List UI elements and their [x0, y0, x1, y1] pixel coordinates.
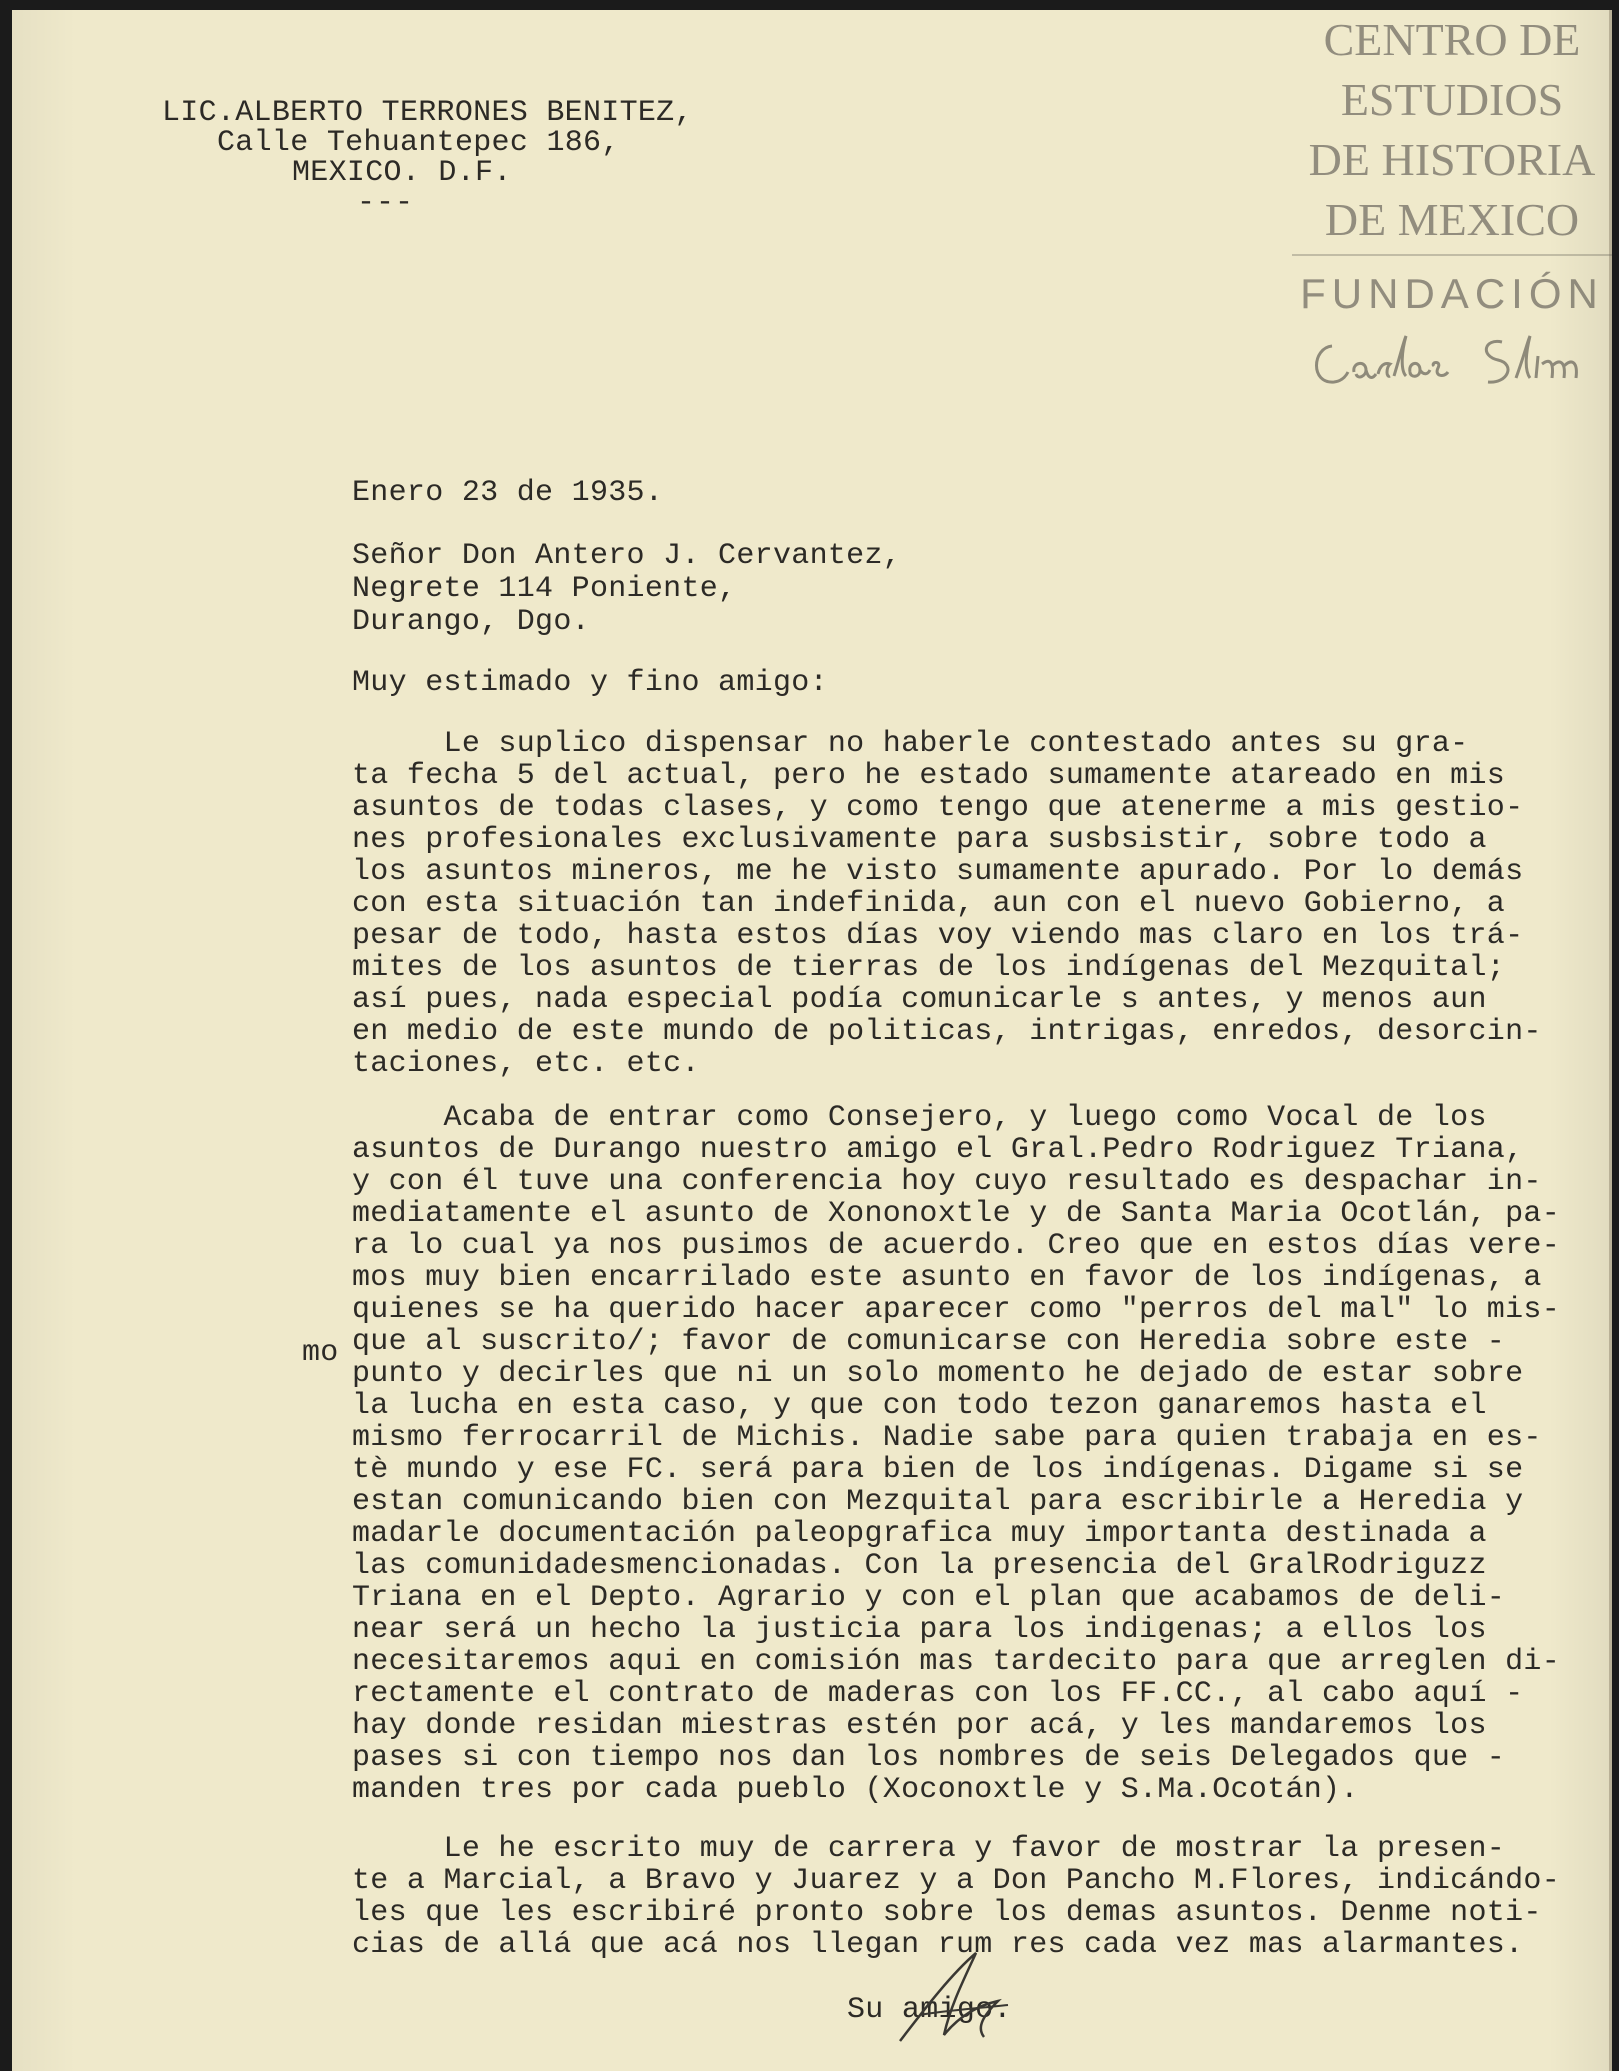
- paragraph-line: rectamente el contrato de maderas con los FF.CC., al cabo aquí -: [352, 1677, 1524, 1711]
- archive-watermark: [1292, 10, 1612, 401]
- paragraph-line: Le suplico dispensar no haberle contestado antes su gra-: [352, 727, 1469, 761]
- margin-note: mo: [302, 1336, 339, 1370]
- paragraph-line: que al suscrito/; favor de comunicarse con Heredia sobre este -: [352, 1325, 1506, 1359]
- recipient-city: Durango, Dgo.: [352, 605, 590, 639]
- handwritten-signature: [880, 1945, 1040, 2060]
- paragraph-line: madarle documentación paleopgrafica muy importanta destinada a: [352, 1517, 1487, 1551]
- paragraph-line: Acaba de entrar como Consejero, y luego como Vocal de los: [352, 1101, 1487, 1135]
- paragraph-line: mediatamente el asunto de Xononoxtle y de Santa Maria Ocotlán, pa-: [352, 1197, 1560, 1231]
- paragraph-line: y con él tuve una conferencia hoy cuyo resultado es despachar in-: [352, 1165, 1542, 1199]
- letter-date: Enero 23 de 1935.: [352, 476, 664, 510]
- watermark-line-4: DE MEXICO: [1324, 194, 1580, 245]
- paragraph-line: les que les escribiré pronto sobre los demas asuntos. Denme noti-: [352, 1896, 1542, 1930]
- paragraph-line: hay donde residan miestras estén por acá, y les mandaremos los: [352, 1709, 1487, 1743]
- paragraph-line: cias de allá que acá nos llegan rum res cada vez mas alarmantes.: [352, 1928, 1524, 1962]
- paragraph-line: Triana en el Depto. Agrario y con el plan que acabamos de deli-: [352, 1581, 1506, 1615]
- letter-page: [12, 10, 1612, 2071]
- sender-city: MEXICO. D.F.: [292, 156, 512, 190]
- paragraph-line: nes profesionales exclusivamente para susbsistir, sobre todo a: [352, 823, 1487, 857]
- paragraph-1: [352, 728, 1542, 1080]
- sender-block: [162, 98, 693, 218]
- paragraph-line: las comunidadesmencionadas. Con la presencia del GralRodriguzz: [352, 1549, 1487, 1583]
- paragraph-line: tè mundo y ese FC. será para bien de los indígenas. Digame si se: [352, 1453, 1524, 1487]
- sender-divider: ---: [357, 186, 415, 220]
- paragraph-line: punto y decirles que ni un solo momento he dejado de estar sobre: [352, 1357, 1524, 1391]
- paragraph-line: con esta situación tan indefinida, aun con el nuevo Gobierno, a: [352, 887, 1506, 921]
- paragraph-line: necesitaremos aqui en comisión mas tardecito para que arreglen di-: [352, 1645, 1560, 1679]
- paragraph-line: en medio de este mundo de politicas, intrigas, enredos, desorcin-: [352, 1015, 1542, 1049]
- recipient-street: Negrete 114 Poniente,: [352, 572, 737, 606]
- paragraph-line: ra lo cual ya nos pusimos de acuerdo. Creo que en estos días vere-: [352, 1229, 1560, 1263]
- sender-name: LIC.ALBERTO TERRONES BENITEZ,: [162, 96, 693, 130]
- paragraph-2: [352, 1102, 1560, 1806]
- closing: Su amigo.: [847, 1993, 1012, 2027]
- paragraph-line: taciones, etc. etc.: [352, 1047, 700, 1081]
- recipient-block: [352, 540, 901, 639]
- paragraph-line: así pues, nada especial podía comunicarle s antes, y menos aun: [352, 983, 1487, 1017]
- paragraph-line: manden tres por cada pueblo (Xoconoxtle y S.Ma.Ocotán).: [352, 1773, 1359, 1807]
- salutation: Muy estimado y fino amigo:: [352, 666, 828, 700]
- paragraph-line: los asuntos mineros, me he visto sumamente apurado. Por lo demás: [352, 855, 1524, 889]
- sender-street: Calle Tehuantepec 186,: [217, 126, 620, 160]
- paragraph-line: la lucha en esta caso, y que con todo tezon ganaremos hasta el: [352, 1389, 1487, 1423]
- watermark-line-1: CENTRO DE: [1323, 14, 1581, 65]
- paragraph-line: mites de los asuntos de tierras de los indígenas del Mezquital;: [352, 951, 1506, 985]
- paragraph-line: estan comunicando bien con Mezquital para escribirle a Heredia y: [352, 1485, 1524, 1519]
- recipient-name: Señor Don Antero J. Cervantez,: [352, 539, 902, 573]
- paragraph-3: [352, 1833, 1560, 1961]
- paragraph-line: asuntos de Durango nuestro amigo el Gral.Pedro Rodriguez Triana,: [352, 1133, 1524, 1167]
- watermark-rule: [1292, 254, 1612, 256]
- paragraph-line: pases si con tiempo nos dan los nombres de seis Delegados que -: [352, 1741, 1506, 1775]
- paragraph-line: quienes se ha querido hacer aparecer como "perros del mal" lo mis-: [352, 1293, 1560, 1327]
- watermark-line-3: DE HISTORIA: [1308, 134, 1596, 185]
- paragraph-line: near será un hecho la justicia para los indigenas; a ellos los: [352, 1613, 1487, 1647]
- watermark-signature-logo: [1292, 326, 1612, 401]
- paragraph-line: asuntos de todas clases, y como tengo que atenerme a mis gestio-: [352, 791, 1524, 825]
- paragraph-line: mos muy bien encarrilado este asunto en favor de los indígenas, a: [352, 1261, 1542, 1295]
- paragraph-line: pesar de todo, hasta estos días voy viendo mas claro en los trá-: [352, 919, 1524, 953]
- watermark-line-2: ESTUDIOS: [1340, 74, 1564, 125]
- watermark-fundacion: FUNDACIÓN: [1300, 270, 1604, 317]
- paragraph-line: ta fecha 5 del actual, pero he estado sumamente atareado en mis: [352, 759, 1506, 793]
- paragraph-line: Le he escrito muy de carrera y favor de mostrar la presen-: [352, 1832, 1506, 1866]
- paragraph-line: mismo ferrocarril de Michis. Nadie sabe para quien trabaja en es-: [352, 1421, 1542, 1455]
- paragraph-line: te a Marcial, a Bravo y Juarez y a Don Pancho M.Flores, indicándo-: [352, 1864, 1560, 1898]
